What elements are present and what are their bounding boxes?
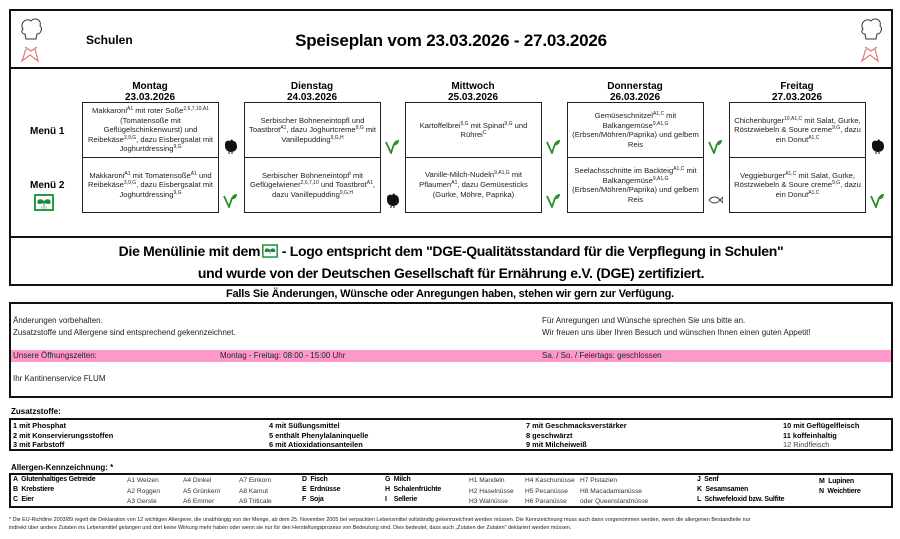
meal-description: Seelachsschnitte im Backteig$^{A1,C}$ mit Balkangemüse$^{9,A1,G}$ (Erbsen/Möhren/Paprika) und gelbem Reis [572, 166, 699, 204]
chicken-icon [384, 192, 400, 208]
allergen-code: 9,G,H [330, 134, 344, 141]
meal-cell [567, 102, 704, 158]
banner-text: - Logo entspricht dem "DGE-Qualitätsstandard für die Verpflegung in Schulen" [278, 243, 784, 259]
meal-description: Serbischer Bohneneintopf$^I$ mit Geflügelwiener$^{2,6,7,10}$ und Toastbrot$^{A1}$, dazu Vanillepudding$^{9,G,H}$ [250, 170, 375, 199]
allergen-item: L Schwefeloxid bzw. Sulfite [697, 496, 785, 503]
meal-description: Gemüseschnitzel$^{A1,C}$ mit Balkangemüse$^{9,A1,G}$ (Erbsen/Möhren/Paprika) und gelbem Reis [572, 111, 699, 149]
allergen-item: B Krebstiere [13, 486, 54, 493]
allergen-item: G Milch [385, 476, 411, 483]
vegetarian-icon [222, 192, 238, 208]
signature: Ihr Kantinenservice FLUM [13, 374, 106, 383]
day-header [405, 81, 541, 103]
additive-item: 2 mit Konservierungsstoffen [13, 430, 114, 440]
allergen-table [9, 473, 893, 508]
allergen-code: 3,9,G [123, 180, 137, 187]
additive-item: 10 mit Geflügelfleisch [783, 421, 860, 430]
allergen-code: 9,G [173, 189, 182, 196]
additive-item: 4 mit Süßungsmittel [269, 421, 340, 430]
allergen-code: A1 [280, 125, 287, 132]
allergen-code: A1,C [652, 111, 665, 117]
allergen-code: 9,A1,G [494, 170, 510, 176]
meal-description: Makkaroni$^{A1}$ mit roter Soße$^{2,6,7,10,A1}$ (Tomatensoße mit Geflügelschinkenwurst) und Reibekäse$^{3,9,G}$, dazu Eisbergsalat mit Joghurtdressing$^{9,G}$ [88, 106, 213, 154]
allergen-item: A7 Einkorn [239, 477, 272, 484]
allergen-item: C Eier [13, 496, 34, 503]
additive-item: 12 Rindfleisch [783, 440, 830, 449]
opening-hours-label: Unsere Öffnungszeiten: [13, 351, 97, 360]
allergen-item: H Schalenfrüchte [385, 486, 442, 493]
day-name: Dienstag [290, 81, 334, 92]
menu-1-label: Menü 1 [30, 126, 65, 137]
allergen-item: A2 Roggen [127, 487, 160, 495]
additive-item: 7 mit Geschmacksverstärker [526, 421, 627, 430]
info-text: Änderungen vorbehalten. [13, 316, 103, 325]
meal-description: Serbischer Bohneneintopfl und Toastbrot$^{A1}$, dazu Joghurtcreme$^{9,G}$ mit Vanillepudding$^{9,G,H}$ [249, 115, 376, 144]
allergen-item: H6 Paranüsse [525, 498, 567, 505]
allergen-item: A Glutenhaltiges Getreide [13, 476, 96, 483]
allergen-item: H4 Kaschunüsse [525, 477, 575, 484]
day-date: 27.03.2026 [771, 92, 823, 103]
banner-text: Die Menülinie mit dem [118, 243, 261, 259]
vegetarian-icon [545, 138, 561, 154]
allergen-item: H1 Mandeln [469, 477, 505, 484]
day-name: Freitag [780, 81, 814, 92]
allergen-item: A4 Dinkel [183, 477, 212, 484]
day-name: Donnerstag [607, 81, 663, 92]
meal-cell [405, 157, 542, 213]
allergen-item: A1 Weizen [127, 477, 159, 484]
meal-cell [244, 157, 381, 213]
fish-icon [707, 192, 723, 208]
allergen-code: 10,A1,C [784, 115, 803, 122]
day-header [729, 81, 865, 103]
svg-text:DGE: DGE [40, 205, 48, 210]
meal-description: Makkaroni$^{A1}$ mit Tomatensoße$^{A1}$ und Reibekäse$^{3,9,G}$, dazu Eisbergsalat mit Joghurtdressing$^{9,G}$ [88, 170, 213, 199]
opening-hours-bar [11, 350, 891, 362]
additive-item: 1 mit Phosphat [13, 421, 66, 430]
chicken-icon [869, 138, 885, 154]
allergen-code: 9,G [173, 144, 182, 151]
allergen-code: 9,G [355, 125, 364, 132]
allergen-code: A1,C [808, 134, 820, 141]
dge-logo-icon [262, 243, 278, 259]
allergen-code: 3,9,G [123, 134, 137, 141]
info-box [9, 302, 893, 398]
vegetarian-icon [545, 192, 561, 208]
day-date: 25.03.2026 [447, 92, 499, 103]
info-text: Zusatzstoffe und Allergene sind entsprechend gekennzeichnet. [13, 328, 236, 337]
dge-logo-icon [34, 194, 54, 211]
allergen-code: 9,G [832, 125, 841, 132]
footnote-line: * Die EU-Richtline 2003/89 regelt die Deklaration von 12 wichtigen Allergene, die unabhängig von der Menge, ab dem 25. November 2005 bei verpackten Lebensmittel vollständig gekennzeichnet werden müssen. Die Kennzeichnung muss auch dann vorgenommen werden, wenn die allergenen Bestandteile nur [9, 517, 751, 523]
additive-item: 6 mit Atioxidationsanteilen [269, 440, 363, 449]
allergen-item: A5 Grünkern [183, 487, 221, 495]
allergen-item: K Sesamsamen [697, 486, 749, 493]
allergen-code: I [349, 170, 351, 177]
day-name: Mittwoch [451, 81, 495, 92]
footnote-line: indirekt über andere Zutaten ins Lebensmittel gelangen und dort keine Wirkung mehr haben oder wenn sie nur für den Herstellungsprozess von Bedeutung sind. Dies bedeutet, dass auch „Zutaten der Zutaten" deklariert werden müssen. [9, 525, 572, 531]
allergen-item: A8 Kamut [239, 487, 268, 495]
allergen-item: F Soja [302, 496, 324, 503]
allergen-code: 2,6,7,10,A1 [183, 106, 209, 113]
meal-cell [82, 157, 219, 213]
chicken-icon [222, 138, 238, 154]
allergen-code: 2,6,7,10 [300, 180, 319, 187]
meal-cell [567, 157, 704, 213]
header [9, 9, 893, 69]
day-header [82, 81, 218, 103]
additive-item: 5 enthält Phenylalaninquelle [269, 430, 369, 440]
vegetarian-icon [869, 192, 885, 208]
allergen-code: A1,C [808, 189, 820, 196]
allergen-code: C [482, 130, 487, 136]
meal-cell [244, 102, 381, 158]
day-header [567, 81, 703, 103]
meal-cell [729, 102, 866, 158]
allergen-code: 9,A1,G [652, 120, 669, 127]
day-date: 26.03.2026 [609, 92, 661, 103]
allergen-code: 9,G [832, 180, 841, 187]
page-title: Speiseplan vom 23.03.2026 - 27.03.2026 [295, 31, 607, 50]
meal-cell [729, 157, 866, 213]
footnote [9, 516, 893, 532]
allergen-code: A1 [190, 170, 197, 177]
allergen-code: A1 [124, 170, 131, 177]
allergen-code: 9,G [504, 120, 513, 127]
meal-description: Kartoffelbrei$^{9,G}$ mit Spinat$^{9,G}$ und Rührei$^C$ [419, 120, 528, 139]
day-name: Montag [132, 81, 168, 92]
opening-hours: Montag - Freitag: 08:00 - 15:00 Uhr [220, 351, 346, 360]
additives-table [9, 418, 893, 451]
allergen-item: A6 Emmer [183, 498, 215, 505]
allergen-code: A1,C [673, 166, 685, 172]
menu-2-label: Menü 2 [30, 180, 65, 191]
allergen-code: 9,G [460, 120, 469, 127]
allergen-item: M Lupinen [819, 478, 854, 485]
allergen-item: H2 Haselnüsse [469, 487, 514, 495]
meal-description: Veggieburger$^{A1,C}$ mit Salat, Gurke, Röstzwiebeln & Soure creme$^{9,G}$, dazu ein Donut$^{A1,C}$ [734, 170, 861, 199]
banner-line-2: und wurde von der Deutschen Gesellschaft für Ernährung e.V. (DGE) zertifiziert. [197, 265, 705, 281]
allergen-code: A1 [451, 180, 458, 186]
day-header [244, 81, 380, 103]
meal-cell [82, 102, 219, 158]
allergen-item: H8 Macadamianüsse [580, 487, 642, 495]
allergen-item: I Sellerie [385, 496, 418, 503]
meal-cell [405, 102, 542, 158]
allergen-code: A1 [127, 106, 134, 113]
allergen-label: Allergen-Kennzeichnung: * [11, 463, 114, 472]
allergen-item: H7 Pistazien [580, 477, 618, 484]
dge-banner [9, 236, 893, 286]
info-text: Für Anregungen und Wünsche sprechen Sie uns bitte an. [542, 316, 746, 325]
allergen-item: A3 Gerste [127, 498, 157, 505]
vegetarian-icon [384, 138, 400, 154]
meal-description: Chichenburger$^{10,A1,C}$ mit Salat, Gurke, Röstzwiebeln & Soure creme$^{9,G}$, dazu ein Donut$^{A1,C}$ [734, 115, 861, 144]
additive-item: 9 mit Milcheiweiß [526, 440, 587, 449]
meal-description: Vanille-Milch-Nudeln$^{9,A1,G}$ mit Pflaumen$^{A1}$, dazu Gemüsesticks (Gurke, Möhre, Paprika) [419, 170, 528, 199]
vegetarian-icon [707, 138, 723, 154]
additive-item: 8 geschwärzt [526, 430, 573, 440]
additive-item: 3 mit Farbstoff [13, 440, 65, 449]
allergen-item: E Erdnüsse [302, 486, 341, 493]
chef-icon [857, 15, 885, 65]
allergen-item: oder Queenslandnüsse [580, 498, 649, 505]
allergen-code: A1,C [785, 170, 797, 177]
day-date: 24.03.2026 [286, 92, 338, 103]
allergen-item: J Senf [697, 476, 719, 483]
allergen-item: A9 Triticale [239, 498, 272, 505]
additives-label: Zusatzstoffe: [11, 407, 61, 416]
additive-item: 11 koffeinhaltig [783, 430, 837, 440]
allergen-code: A1 [366, 180, 373, 187]
allergen-code: 9,A1,G [652, 175, 669, 182]
contact-note: Falls Sie Änderungen, Wünsche oder Anregungen haben, stehen wir gern zur Verfügung. [225, 288, 675, 300]
day-date: 23.03.2026 [124, 92, 176, 103]
closed-days: Sa. / So. / Feiertags: geschlossen [542, 351, 662, 360]
allergen-item: D Fisch [302, 476, 328, 483]
school-label: Schulen [86, 33, 133, 47]
allergen-item: H3 Walnüsse [469, 498, 508, 505]
banner-line-1 [11, 240, 891, 262]
allergen-item: N Weichtiere [819, 488, 861, 495]
allergen-code: 9,G,H [339, 189, 353, 196]
allergen-item: H5 Pecanüsse [525, 487, 568, 495]
info-text: Wir freuen uns über Ihren Besuch und wünschen Ihnen einen guten Appetit! [542, 328, 811, 337]
